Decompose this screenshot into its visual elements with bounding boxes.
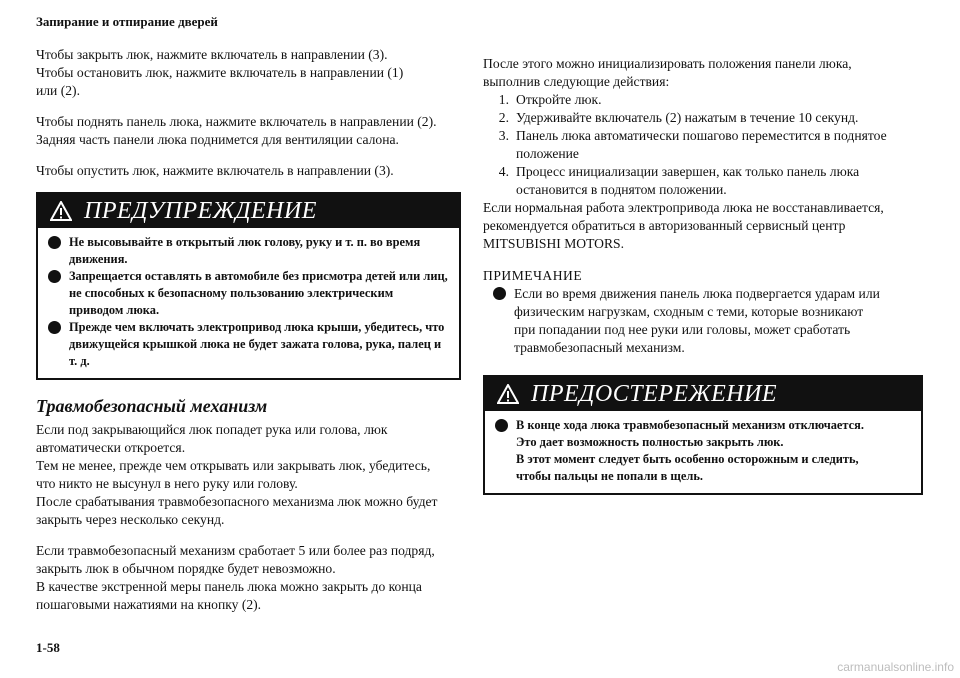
step-item bbox=[483, 91, 923, 109]
bullet-icon bbox=[48, 321, 61, 334]
text-line: Чтобы поднять панель люка, нажмите включатель в направлении (2). bbox=[36, 114, 437, 129]
caution-text: Это дает возможность полностью закрыть люк. bbox=[516, 435, 784, 449]
paragraph bbox=[483, 199, 923, 253]
step-number: 1. bbox=[498, 92, 509, 107]
note-item bbox=[483, 285, 923, 357]
paragraph bbox=[36, 162, 461, 180]
caution-text: чтобы пальцы не попали в щель. bbox=[516, 469, 703, 483]
paragraph bbox=[36, 421, 461, 529]
caution-text: В конце хода люка травмобезопасный механизм отключается. bbox=[516, 418, 864, 432]
bullet-icon bbox=[493, 287, 506, 300]
text-line: В качестве экстренной меры панель люка можно закрыть до конца bbox=[36, 579, 422, 594]
warning-item bbox=[48, 319, 449, 370]
text-line: пошаговыми нажатиями на кнопку (2). bbox=[36, 597, 262, 612]
step-text: Удерживайте включатель (2) нажатым в течение 10 секунд. bbox=[516, 110, 859, 125]
note-text: травмобезопасный механизм. bbox=[514, 340, 685, 355]
text-line: автоматически откроется. bbox=[36, 440, 186, 455]
bullet-icon bbox=[495, 419, 508, 432]
caution-header bbox=[485, 377, 921, 411]
paragraph bbox=[36, 542, 461, 614]
warning-text: Не высовывайте в открытый люк голову, руку и т. п. во время движения. bbox=[69, 235, 421, 266]
text-line: После этого можно инициализировать положения панели люка, bbox=[483, 56, 852, 71]
note-text: Если во время движения панель люка подвергается ударам или bbox=[514, 286, 880, 301]
caution-text: В этот момент следует быть особенно осторожным и следить, bbox=[516, 452, 859, 466]
caution-title: ПРЕДОСТЕРЕЖЕНИЕ bbox=[531, 380, 778, 407]
step-item bbox=[483, 127, 923, 163]
text-line: Если под закрывающийся люк попадет рука или голова, люк bbox=[36, 422, 388, 437]
text-line: рекомендуется обратиться в авторизованный сервисный центр bbox=[483, 218, 846, 233]
step-text: положение bbox=[516, 146, 579, 161]
text-line: Задняя часть панели люка поднимется для вентиляции салона. bbox=[36, 132, 399, 147]
step-number: 3. bbox=[498, 128, 509, 143]
text-line: закрыть люк в обычном порядке будет невозможно. bbox=[36, 561, 336, 576]
text-line: выполнив следующие действия: bbox=[483, 74, 670, 89]
text-line: Если нормальная работа электропривода люка не восстанавливается, bbox=[483, 200, 884, 215]
text-line: или (2). bbox=[36, 83, 80, 98]
warning-triangle-icon bbox=[497, 384, 519, 404]
text-line: Чтобы остановить люк, нажмите включатель в направлении (1) bbox=[36, 65, 404, 80]
text-line: После срабатывания травмобезопасного механизма люк можно будет bbox=[36, 494, 438, 509]
right-column bbox=[483, 55, 923, 495]
section-title: Травмобезопасный механизм bbox=[36, 396, 268, 416]
note-text: при попадании под нее руки или головы, может сработать bbox=[514, 322, 851, 337]
paragraph bbox=[36, 113, 461, 149]
warning-item bbox=[48, 268, 449, 319]
page-number: 1-58 bbox=[36, 640, 60, 655]
warning-text: Прежде чем включать электропривод люка крыши, убедитесь, что движущейся крышкой люка не будет зажата голова, рука, палец и т. д. bbox=[69, 320, 445, 368]
warning-header bbox=[38, 194, 459, 228]
watermark: carmanualsonline.info bbox=[837, 660, 954, 674]
text-line: MITSUBISHI MOTORS. bbox=[483, 236, 624, 251]
step-item bbox=[483, 163, 923, 199]
left-column bbox=[36, 46, 461, 614]
warning-text: Запрещается оставлять в автомобиле без присмотра детей или лиц, не способных к безопасному пользованию электрическим приводом люка. bbox=[69, 269, 448, 317]
warning-item bbox=[48, 234, 449, 268]
paragraph bbox=[483, 55, 923, 91]
bullet-icon bbox=[48, 236, 61, 249]
page-header: Запирание и отпирание дверей bbox=[36, 14, 218, 29]
bullet-icon bbox=[48, 270, 61, 283]
step-number: 4. bbox=[498, 164, 509, 179]
text-line: Если травмобезопасный механизм сработает 5 или более раз подряд, bbox=[36, 543, 435, 558]
step-text: остановится в поднятом положении. bbox=[516, 182, 727, 197]
text-line: Чтобы закрыть люк, нажмите включатель в направлении (3). bbox=[36, 47, 388, 62]
step-text: Панель люка автоматически пошагово переместится в поднятое bbox=[516, 128, 887, 143]
paragraph bbox=[36, 46, 461, 100]
step-item bbox=[483, 109, 923, 127]
step-text: Откройте люк. bbox=[516, 92, 602, 107]
step-number: 2. bbox=[498, 110, 509, 125]
text-line: Чтобы опустить люк, нажмите включатель в направлении (3). bbox=[36, 163, 394, 178]
warning-title: ПРЕДУПРЕЖДЕНИЕ bbox=[84, 197, 317, 224]
caution-item bbox=[495, 417, 911, 434]
step-text: Процесс инициализации завершен, как только панель люка bbox=[516, 164, 860, 179]
warning-triangle-icon bbox=[50, 201, 72, 221]
text-line: закрыть через несколько секунд. bbox=[36, 512, 225, 527]
text-line: Тем не менее, прежде чем открывать или закрывать люк, убедитесь, bbox=[36, 458, 431, 473]
note-title: ПРИМЕЧАНИЕ bbox=[483, 268, 583, 283]
text-line: что никто не высунул в него руку или голову. bbox=[36, 476, 298, 491]
caution-box bbox=[483, 375, 923, 495]
note-text: физическим нагрузкам, сходным с теми, которые возникают bbox=[514, 304, 864, 319]
warning-box bbox=[36, 192, 461, 380]
